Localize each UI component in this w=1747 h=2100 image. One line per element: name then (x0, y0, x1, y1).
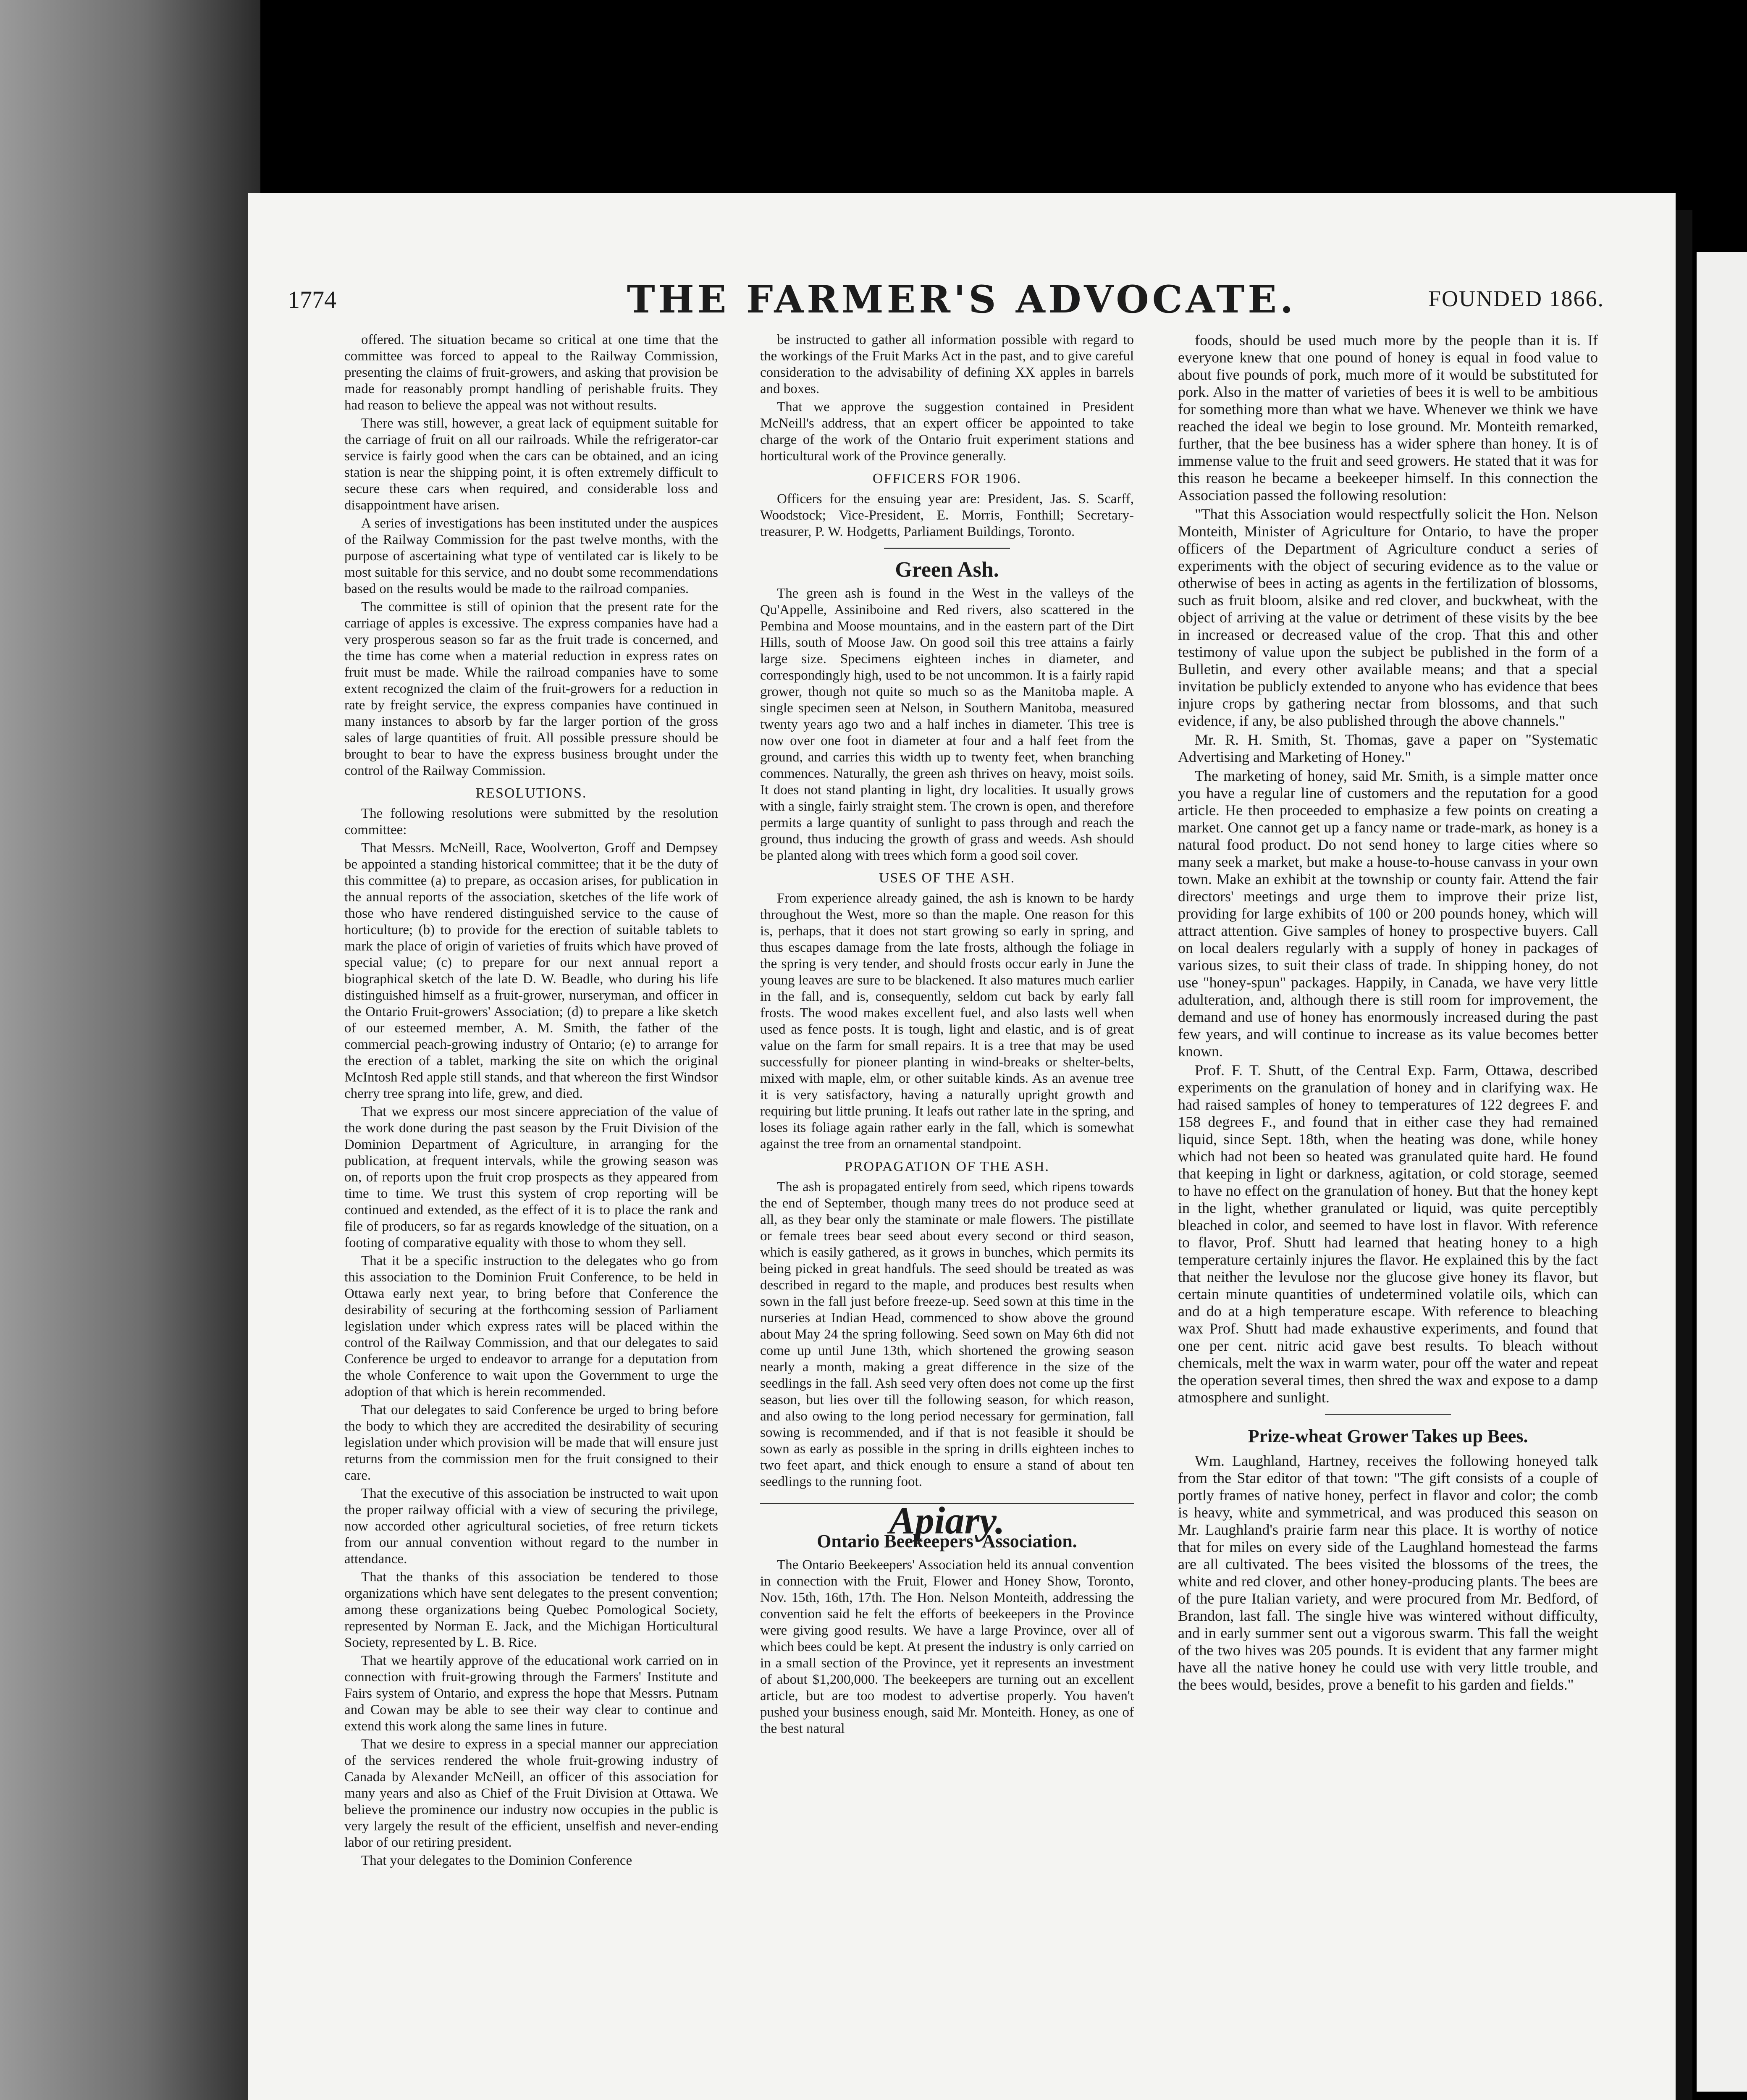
paragraph: That the executive of this association be instructed to wait upon the proper railway official with a view of securing the privilege, now accorded other agricultural societies, of free return tickets from our annual convention without regard to the number in attendance. (344, 1486, 718, 1567)
paragraph: That it be a specific instruction to the delegates who go from this association to the Dominion Fruit Conference, to be held in Ottawa early next year, to bring before that Conference the desirability of securing at the forthcoming session of Parliament legislation under which express rates will be placed within the control of the Railway Commission, and that our delegates to said Conference be urged to endeavor to arrange for a deputation from the whole Conference to wait upon the Government to urge the adoption of that which is herein recommended. (344, 1253, 718, 1399)
paragraph: That we desire to express in a special manner our appreciation of the services rendered the whole fruit-growing industry of Canada by Alexander McNeill, an officer of this association for many years and also as Chief of the Fruit Division at Ottawa. We believe the prominence our industry now occupies in the public is very largely the result of the efficient, unselfish and never-ending labor of our retiring president. (344, 1737, 718, 1850)
section-heading-propagation: PROPAGATION OF THE ASH. (844, 1159, 1050, 1174)
paragraph: foods, should be used much more by the people than it is. If everyone knew that one pound of honey is equal in food value to about five pounds of pork, much more of it would be substituted for pork. Also in the matter of varieties of bees it is well to be ambitious for something more than what we have. Whenever we think we have reached the ideal we begin to lose ground. Mr. Monteith remarked, further, that the bee business has a wider sphere than honey. It is of immense value to the fruit and seed growers. He stated that it was for this reason he became a beekeeper himself. In this connection the Association passed the following resolution: (1178, 332, 1598, 504)
column-3 (1178, 332, 1598, 1695)
paragraph: Prof. F. T. Shutt, of the Central Exp. Farm, Ottawa, described experiments on the granulation of honey and in clarifying wax. He had raised samples of honey to temperatures of 122 degrees F. and 158 degrees F., and found that in either case they had remained liquid, since Sept. 18th, when the heating was done, while honey which had not been so heated was granulated quite hard. He found that keeping in light or darkness, agitation, or cold storage, seemed to have no effect on the granulation of honey. But that the honey kept in the light, whether granulated or liquid, was quite perceptibly bleached in color, and seemed to have lost in flavor. With reference to flavor, Prof. Shutt had learned that heating honey to a high temperature certainly injures the flavor. He explained this by the fact that neither the levulose nor the glucose give honey its flavor, but certain minute quantities of undetermined volatile oils, which can and do at a high temperature escape. With reference to bleaching wax Prof. Shutt had made exhaustive experiments, and found that one per cent. nitric acid gave best results. To bleach without chemicals, melt the wax in warm water, pour off the water and repeat the operation several times, then shred the wax and expose to a damp atmosphere and sunlight. (1178, 1062, 1598, 1406)
article-title-prize-wheat: Prize-wheat Grower Takes up Bees. (1248, 1426, 1528, 1446)
paragraph: be instructed to gather all information possible with regard to the workings of the Fruit Marks Act in the past, and to give careful consideration to the advisability of defining XX apples in barrels and boxes. (760, 332, 1134, 396)
paragraph: offered. The situation became so critical at one time that the committee was forced to appeal to the Railway Commission, presenting the claims of fruit-growers, and asking that provision be made for reasonably prompt handling of perishable fruits. They had reason to believe the appeal was not without results. (344, 332, 718, 413)
divider (1325, 1414, 1451, 1415)
page-header (248, 277, 1676, 323)
page-number: 1774 (288, 286, 336, 313)
facing-page-edge (1697, 252, 1747, 2092)
paragraph: That your delegates to the Dominion Conference (361, 1853, 632, 1868)
section-heading-officers: OFFICERS FOR 1906. (872, 471, 1022, 486)
column-2 (760, 332, 1134, 1739)
paragraph: Officers for the ensuing year are: President, Jas. S. Scarff, Woodstock; Vice-President, E. Morris, Fonthill; Secretary-treasurer, P. W. Hodgetts, Parliament Buildings, Toronto. (760, 491, 1134, 539)
paragraph: That we express our most sincere appreciation of the value of the work done during the past season by the Fruit Division of the Dominion Department of Agriculture, in arranging for the publication, at frequent intervals, while the growing season was on, of reports upon the fruit crop prospects as they appeared from time to time. We trust this system of crop reporting will be continued and extended, as the effect of it is to place the rank and file of producers, so far as regards knowledge of the situation, on a footing of comparative equality with those to whom they sell. (344, 1104, 718, 1250)
section-banner-apiary: Apiary. (760, 1503, 1134, 1529)
paragraph: That our delegates to said Conference be urged to bring before the body to which they are accredited the desirability of securing legislation under which provision will be made that will ensure just returns from the commission men for the fruit consigned to their care. (344, 1402, 718, 1483)
paragraph: Wm. Laughland, Hartney, receives the following honeyed talk from the Star editor of that town: "The gift consists of a couple of portly frames of native honey, perfect in flavor and color; the comb is heavy, white and symmetrical, and was produced this season on Mr. Laughland's prairie farm near this place. It is worthy of notice that for miles on every side of the Laughland homestead the farms are all cultivated. The bees visited the blossoms of the trees, the white and red clover, and other honey-producing plants. The bees are of the pure Italian variety, and were procured from Mr. Bedford, of Brandon, last fall. The single hive was wintered without difficulty, and in early summer sent out a vigorous swarm. This fall the weight of the two hives was 205 pounds. It is evident that any farmer might have all the native honey he could use with very little trouble, and the bees would, besides, prove a benefit to his garden and fields." (1178, 1452, 1598, 1693)
article-title-green-ash: Green Ash. (895, 558, 999, 582)
masthead-title: THE FARMER'S ADVOCATE. (627, 277, 1297, 322)
paragraph: That the thanks of this association be tendered to those organizations which have sent delegates to the present convention; among these organizations being Quebec Pomological Society, represented by Norman E. Jack, and the Michigan Horticultural Society, represented by L. B. Rice. (344, 1570, 718, 1650)
paragraph: "That this Association would respectfully solicit the Hon. Nelson Monteith, Minister of Agriculture for Ontario, to have the proper officers of the Department of Agriculture conduct a series of experiments with the object of securing evidence as to the value or otherwise of bees in acting as agents in the fertilization of blossoms, such as fruit bloom, alsike and red clover, and buckwheat, with the object of arriving at the value or detriment of these visits by the bee in increased or decreased value of the crop. That this and other testimony of value upon the subject be published in the form of a Bulletin, and every other available means; and that a special invitation be publicly extended to anyone who has evidence that bees injure crops by gathering nectar from blossoms, and that such evidence, if any, be also published through the above channels." (1178, 506, 1598, 729)
paragraph: The marketing of honey, said Mr. Smith, is a simple matter once you have a regular line of customers and the reputation for a good article. He then proceeded to emphasize a few points on creating a market. One cannot get up a fancy name or trade-mark, as honey is a natural food product. Do not send honey to large cities where so many seek a market, but make a house-to-house canvass in your own town. Make an exhibit at the township or county fair. Attend the fair directors' meetings and urge them to improve their prize list, providing for large exhibits of 100 or 200 pounds honey, which will attract attention. Give samples of honey to prospective buyers. Call on local dealers regularly with a supply of honey in packages of various sizes, to suit their class of trade. In shipping honey, do not use "honey-spun" packages. Happily, in Canada, we have very little adulteration, and, although there is still room for improvement, the demand and use of honey has enormously increased during the past few years, and will continue to increase as its value becomes better known. (1178, 767, 1598, 1060)
section-heading-resolutions: RESOLUTIONS. (475, 785, 587, 801)
divider (884, 548, 1010, 549)
scan-margin-left (0, 0, 260, 2100)
section-heading-uses: USES OF THE ASH. (879, 870, 1015, 886)
paragraph: The Ontario Beekeepers' Association held its annual convention in connection with the Fruit, Flower and Honey Show, Toronto, Nov. 15th, 16th, 17th. The Hon. Nelson Monteith, addressing the convention said he felt the efforts of beekeepers in the Province were giving good results. We have a large Province, over all of which bees could be kept. At present the industry is only carried on in a small section of the Province, yet it represents an investment of about $1,200,000. The beekeepers are turning out an excellent article, but are too modest to advertise properly. You haven't pushed your business enough, said Mr. Monteith. Honey, as one of the best natural (760, 1557, 1134, 1736)
paragraph: Mr. R. H. Smith, St. Thomas, gave a paper on "Systematic Advertising and Marketing of Honey." (1178, 731, 1598, 765)
newspaper-page (248, 193, 1676, 2100)
paragraph: The following resolutions were submitted by the resolution committee: (344, 806, 718, 837)
paragraph: A series of investigations has been instituted under the auspices of the Railway Commission for the past twelve months, with the purpose of ascertaining what type of ventilated car is likely to be most suitable for this service, and no doubt some recommendations based on the results would be made to the railroad companies. (344, 516, 718, 596)
paragraph: That we heartily approve of the educational work carried on in connection with fruit-growing through the Farmers' Institute and Fairs system of Ontario, and express the hope that Messrs. Putnam and Cowan may be able to see their way clear to continue and extend this work along the same lines in future. (344, 1653, 718, 1734)
founded-note: FOUNDED 1866. (1428, 286, 1604, 311)
paragraph: That we approve the suggestion contained in President McNeill's address, that an expert officer be appointed to take charge of the work of the Ontario fruit experiment stations and horticultural work of the Province generally. (760, 399, 1134, 464)
paragraph: That Messrs. McNeill, Race, Woolverton, Groff and Dempsey be appointed a standing historical committee; that it be the duty of this committee (a) to prepare, as occasion arises, for publication in the annual reports of the association, sketches of the life work of those who have rendered distinguished service to the cause of horticulture; (b) to provide for the erection of suitable tablets to mark the place of origin of varieties of fruits which have proved of special value; (c) to prepare for our next annual report a biographical sketch of the late D. W. Beadle, who during his life distinguished himself as a fruit-grower, nurseryman, and officer in the Ontario Fruit-growers' Association; (d) to prepare a like sketch of our esteemed member, A. M. Smith, the father of the commercial peach-growing industry of Ontario; (e) to arrange for the erection of a tablet, marking the site on which the original McIntosh Red apple still stands, and that whereon the first Windsor cherry tree sprang into life, grew, and died. (344, 840, 718, 1101)
paragraph: The green ash is found in the West in the valleys of the Qu'Appelle, Assiniboine and Red rivers, also scattered in the Pembina and Moose mountains, and in the eastern part of the Dirt Hills, south of Moose Jaw. On good soil this tree attains a fairly large size. Specimens eighteen inches in diameter, and correspondingly high, used to be not uncommon. It is a fairly rapid grower, though not quite so much so as the Manitoba maple. A single specimen seen at Nelson, in Southern Manitoba, measured twenty years ago two and a half inches in diameter. This tree is now over one foot in diameter at four and a half feet from the ground, and carries this width up to twenty feet, when branching commences. Naturally, the green ash thrives on heavy, moist soils. It does not stand planting in light, dry localities. It usually grows with a single, fairly straight stem. The crown is open, and therefore permits a large quantity of sunlight to pass through and reach the ground, thus inducing the growth of grass and weeds. Ash should be planted along with trees which form a good soil cover. (760, 586, 1134, 863)
paragraph: The ash is propagated entirely from seed, which ripens towards the end of September, though many trees do not produce seed at all, as they bear only the staminate or male flowers. The pistillate or female trees bear seed about every second or third season, which is easily gathered, as it grows in bunches, which permits its being picked in great handfuls. The seed should be treated as was described in regard to the maple, and produces best results when sown in the fall just before freeze-up. Seed sown at this time in the nurseries at Indian Head, commenced to show above the ground about May 24 the spring following. Seed sown on May 6th did not come up until June 13th, which shortened the growing season nearly a month, making a great difference in the size of the seedlings in the fall. Ash seed very often does not come up the first season, but lies over till the following season, for which reason, and also owing to the long period necessary for germination, fall sowing is recommended, and if that is not feasible it should be sown as early as possible in the spring in drills eighteen inches to two feet apart, and thick enough to ensure a stand of about ten seedlings to the running foot. (760, 1179, 1134, 1489)
paragraph: There was still, however, a great lack of equipment suitable for the carriage of fruit on all our railroads. While the refrigerator-car service is fairly good when the cars can be obtained, and an icing station is near the shipping point, it is often extremely difficult to secure these cars when required, and considerable loss and disappointment have arisen. (344, 416, 718, 513)
paragraph: From experience already gained, the ash is known to be hardy throughout the West, more so than the maple. One reason for this is, perhaps, that it does not start growing so early in spring, and thus escapes damage from the late frosts, although the foliage in the spring is very tender, and should frosts occur early in June the young leaves are sure to be blackened. It also matures much earlier in the fall, and is, consequently, seldom cut back by early fall frosts. The wood makes excellent fuel, and also lasts well when used as fence posts. It is tough, light and elastic, and is of great value on the farm for small repairs. It is a tree that may be used successfully for pioneer planting in wind-breaks or shelter-belts, mixed with maple, elm, or other suitable kinds. As an avenue tree it is very satisfactory, having a naturally upright growth and requiring but little pruning. It leafs out rather late in the spring, and loses its foliage again rather early in the fall, which is somewhat against the tree from an ornamental standpoint. (760, 891, 1134, 1152)
column-1 (344, 332, 718, 1871)
paragraph: The committee is still of opinion that the present rate for the carriage of apples is excessive. The express companies have had a very prosperous season so far as the fruit trade is concerned, and the time has come when a material reduction in express rates on fruit must be made. While the railroad companies have to some extent recognized the claim of the fruit-growers for a reduction in rate by freight service, the express companies have continued in many instances to absorb by far the larger portion of the gross sales of large quantities of fruit. All possible pressure should be brought to bear to have the express business brought under the control of the Railway Commission. (344, 599, 718, 778)
article-title-beekeepers: Ontario Beekeepers' Association. (817, 1531, 1077, 1551)
